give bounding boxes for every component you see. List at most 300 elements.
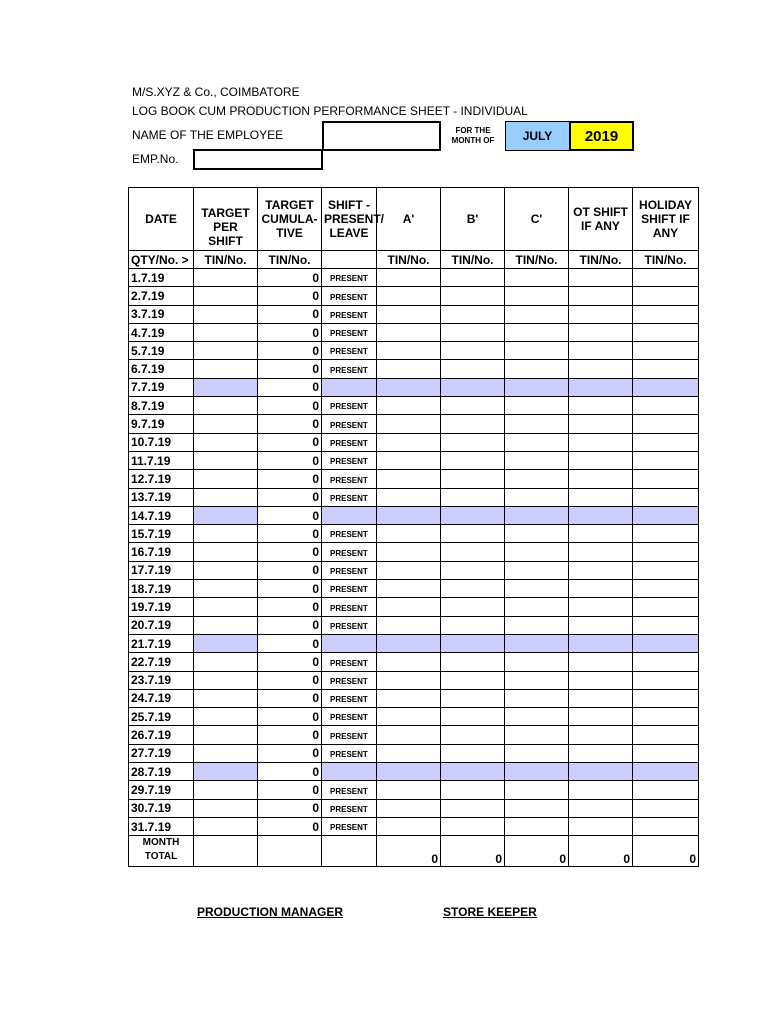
shift-b-cell[interactable]: [441, 744, 505, 762]
shift-b-cell[interactable]: [441, 763, 505, 781]
ot-shift-cell[interactable]: [569, 451, 633, 469]
target-per-shift-cell[interactable]: [194, 653, 258, 671]
shift-a-cell[interactable]: [377, 653, 441, 671]
shift-c-cell[interactable]: [505, 781, 569, 799]
shift-c-cell[interactable]: [505, 726, 569, 744]
shift-c-cell[interactable]: [505, 470, 569, 488]
target-per-shift-cell[interactable]: [194, 634, 258, 652]
target-cumulative-cell: 0: [258, 689, 322, 707]
date-cell: 12.7.19: [129, 470, 194, 488]
company-name: M/S.XYZ & Co., COIMBATORE: [132, 85, 300, 99]
holiday-shift-cell[interactable]: [633, 561, 699, 579]
shift-a-cell[interactable]: [377, 323, 441, 341]
date-cell: 14.7.19: [129, 506, 194, 524]
shift-status-cell: PRESENT: [322, 817, 377, 835]
table-row: [129, 781, 699, 799]
shift-c-cell[interactable]: [505, 525, 569, 543]
shift-c-cell[interactable]: [505, 287, 569, 305]
shift-status-cell: PRESENT: [322, 799, 377, 817]
table-row: [129, 708, 699, 726]
target-cumulative-cell: 0: [258, 616, 322, 634]
target-per-shift-cell[interactable]: [194, 470, 258, 488]
month-field[interactable]: JULY: [505, 121, 570, 151]
shift-status-cell: PRESENT: [322, 671, 377, 689]
shift-b-cell[interactable]: [441, 287, 505, 305]
date-cell: 13.7.19: [129, 488, 194, 506]
target-cumulative-cell: 0: [258, 817, 322, 835]
shift-b-cell[interactable]: [441, 397, 505, 415]
target-per-shift-cell[interactable]: [194, 415, 258, 433]
shift-c-cell[interactable]: [505, 598, 569, 616]
shift-a-cell[interactable]: [377, 708, 441, 726]
holiday-shift-cell[interactable]: [633, 580, 699, 598]
target-per-shift-cell[interactable]: [194, 671, 258, 689]
target-per-shift-cell[interactable]: [194, 598, 258, 616]
shift-a-cell[interactable]: [377, 598, 441, 616]
header-ot-shift: OT SHIFT IF ANY: [569, 188, 633, 251]
units-a: TIN/No.: [377, 251, 441, 269]
shift-status-cell: PRESENT: [322, 543, 377, 561]
ot-shift-cell[interactable]: [569, 634, 633, 652]
for-month-label: FOR THE MONTH OF: [451, 126, 495, 145]
ot-shift-cell[interactable]: [569, 342, 633, 360]
shift-a-cell[interactable]: [377, 671, 441, 689]
date-cell: 1.7.19: [129, 269, 194, 287]
date-cell: 15.7.19: [129, 525, 194, 543]
ot-shift-cell[interactable]: [569, 525, 633, 543]
holiday-shift-cell[interactable]: [633, 342, 699, 360]
shift-c-cell[interactable]: [505, 744, 569, 762]
shift-a-cell[interactable]: [377, 415, 441, 433]
shift-c-cell[interactable]: [505, 451, 569, 469]
ot-shift-cell[interactable]: [569, 397, 633, 415]
shift-c-cell[interactable]: [505, 506, 569, 524]
units-row: [129, 251, 699, 269]
target-cumulative-cell: 0: [258, 726, 322, 744]
shift-b-cell[interactable]: [441, 433, 505, 451]
target-per-shift-cell[interactable]: [194, 817, 258, 835]
target-per-shift-cell[interactable]: [194, 323, 258, 341]
shift-b-cell[interactable]: [441, 634, 505, 652]
ot-shift-cell[interactable]: [569, 269, 633, 287]
shift-b-cell[interactable]: [441, 543, 505, 561]
target-cumulative-cell: 0: [258, 708, 322, 726]
shift-a-cell[interactable]: [377, 360, 441, 378]
year-field[interactable]: 2019: [569, 121, 634, 151]
target-cumulative-cell: 0: [258, 342, 322, 360]
shift-a-cell[interactable]: [377, 287, 441, 305]
shift-b-cell[interactable]: [441, 708, 505, 726]
target-per-shift-cell[interactable]: [194, 397, 258, 415]
shift-a-cell[interactable]: [377, 689, 441, 707]
table-row: [129, 817, 699, 835]
store-keeper-signature: STORE KEEPER: [443, 905, 537, 919]
target-per-shift-cell[interactable]: [194, 433, 258, 451]
total-holiday: 0: [633, 836, 699, 867]
shift-b-cell[interactable]: [441, 616, 505, 634]
target-cumulative-cell: 0: [258, 287, 322, 305]
shift-status-cell: PRESENT: [322, 580, 377, 598]
ot-shift-cell[interactable]: [569, 287, 633, 305]
target-per-shift-cell[interactable]: [194, 378, 258, 396]
target-per-shift-cell[interactable]: [194, 543, 258, 561]
shift-c-cell[interactable]: [505, 378, 569, 396]
date-cell: 16.7.19: [129, 543, 194, 561]
ot-shift-cell[interactable]: [569, 708, 633, 726]
date-cell: 23.7.19: [129, 671, 194, 689]
date-cell: 7.7.19: [129, 378, 194, 396]
shift-b-cell[interactable]: [441, 451, 505, 469]
shift-a-cell[interactable]: [377, 543, 441, 561]
shift-b-cell[interactable]: [441, 726, 505, 744]
target-per-shift-cell[interactable]: [194, 616, 258, 634]
table-row: [129, 305, 699, 323]
holiday-shift-cell[interactable]: [633, 817, 699, 835]
shift-a-cell[interactable]: [377, 634, 441, 652]
target-per-shift-cell[interactable]: [194, 269, 258, 287]
target-per-shift-cell[interactable]: [194, 763, 258, 781]
shift-c-cell[interactable]: [505, 305, 569, 323]
shift-c-cell[interactable]: [505, 671, 569, 689]
table-row: [129, 744, 699, 762]
holiday-shift-cell[interactable]: [633, 506, 699, 524]
shift-b-cell[interactable]: [441, 415, 505, 433]
holiday-shift-cell[interactable]: [633, 634, 699, 652]
shift-a-cell[interactable]: [377, 726, 441, 744]
shift-b-cell[interactable]: [441, 653, 505, 671]
date-cell: 6.7.19: [129, 360, 194, 378]
holiday-shift-cell[interactable]: [633, 708, 699, 726]
table-row: [129, 580, 699, 598]
target-per-shift-cell[interactable]: [194, 561, 258, 579]
units-target: TIN/No.: [194, 251, 258, 269]
table-row: [129, 561, 699, 579]
holiday-shift-cell[interactable]: [633, 671, 699, 689]
total-cumulative-cell[interactable]: [258, 836, 322, 867]
date-cell: 24.7.19: [129, 689, 194, 707]
shift-status-cell: PRESENT: [322, 470, 377, 488]
ot-shift-cell[interactable]: [569, 598, 633, 616]
shift-a-cell[interactable]: [377, 580, 441, 598]
holiday-shift-cell[interactable]: [633, 323, 699, 341]
shift-c-cell[interactable]: [505, 360, 569, 378]
shift-a-cell[interactable]: [377, 763, 441, 781]
shift-status-cell: [322, 378, 377, 396]
ot-shift-cell[interactable]: [569, 488, 633, 506]
shift-a-cell[interactable]: [377, 433, 441, 451]
ot-shift-cell[interactable]: [569, 561, 633, 579]
ot-shift-cell[interactable]: [569, 763, 633, 781]
shift-b-cell[interactable]: [441, 799, 505, 817]
holiday-shift-cell[interactable]: [633, 799, 699, 817]
shift-c-cell[interactable]: [505, 323, 569, 341]
shift-status-cell: PRESENT: [322, 689, 377, 707]
table-row: [129, 726, 699, 744]
target-per-shift-cell[interactable]: [194, 305, 258, 323]
shift-b-cell[interactable]: [441, 580, 505, 598]
target-per-shift-cell[interactable]: [194, 744, 258, 762]
shift-b-cell[interactable]: [441, 360, 505, 378]
employee-label: NAME OF THE EMPLOYEE: [132, 128, 284, 142]
employee-name-field[interactable]: [322, 121, 441, 151]
ot-shift-cell[interactable]: [569, 360, 633, 378]
ot-shift-cell[interactable]: [569, 817, 633, 835]
shift-c-cell[interactable]: [505, 580, 569, 598]
target-per-shift-cell[interactable]: [194, 525, 258, 543]
target-per-shift-cell[interactable]: [194, 451, 258, 469]
units-c: TIN/No.: [505, 251, 569, 269]
shift-b-cell[interactable]: [441, 269, 505, 287]
target-cumulative-cell: 0: [258, 397, 322, 415]
table-row: [129, 323, 699, 341]
target-cumulative-cell: 0: [258, 525, 322, 543]
shift-c-cell[interactable]: [505, 817, 569, 835]
shift-a-cell[interactable]: [377, 269, 441, 287]
shift-c-cell[interactable]: [505, 342, 569, 360]
shift-c-cell[interactable]: [505, 616, 569, 634]
holiday-shift-cell[interactable]: [633, 287, 699, 305]
target-per-shift-cell[interactable]: [194, 799, 258, 817]
date-cell: 19.7.19: [129, 598, 194, 616]
shift-status-cell: [322, 763, 377, 781]
shift-status-cell: PRESENT: [322, 598, 377, 616]
holiday-shift-cell[interactable]: [633, 305, 699, 323]
shift-b-cell[interactable]: [441, 342, 505, 360]
ot-shift-cell[interactable]: [569, 433, 633, 451]
target-per-shift-cell[interactable]: [194, 488, 258, 506]
shift-c-cell[interactable]: [505, 799, 569, 817]
holiday-shift-cell[interactable]: [633, 415, 699, 433]
total-shift-cell[interactable]: [322, 836, 377, 867]
holiday-shift-cell[interactable]: [633, 525, 699, 543]
holiday-shift-cell[interactable]: [633, 488, 699, 506]
shift-b-cell[interactable]: [441, 689, 505, 707]
table-row: [129, 433, 699, 451]
empno-field[interactable]: [193, 149, 323, 170]
target-cumulative-cell: 0: [258, 305, 322, 323]
header-a: A': [377, 188, 441, 251]
ot-shift-cell[interactable]: [569, 671, 633, 689]
total-ot: 0: [569, 836, 633, 867]
table-row: [129, 799, 699, 817]
shift-c-cell[interactable]: [505, 763, 569, 781]
target-per-shift-cell[interactable]: [194, 287, 258, 305]
target-cumulative-cell: 0: [258, 543, 322, 561]
ot-shift-cell[interactable]: [569, 580, 633, 598]
shift-status-cell: [322, 634, 377, 652]
shift-c-cell[interactable]: [505, 488, 569, 506]
date-cell: 30.7.19: [129, 799, 194, 817]
ot-shift-cell[interactable]: [569, 616, 633, 634]
date-cell: 20.7.19: [129, 616, 194, 634]
holiday-shift-cell[interactable]: [633, 653, 699, 671]
shift-b-cell[interactable]: [441, 506, 505, 524]
table-row: [129, 415, 699, 433]
shift-c-cell[interactable]: [505, 543, 569, 561]
units-cumulative: TIN/No.: [258, 251, 322, 269]
shift-c-cell[interactable]: [505, 708, 569, 726]
date-cell: 10.7.19: [129, 433, 194, 451]
shift-c-cell[interactable]: [505, 653, 569, 671]
shift-c-cell[interactable]: [505, 415, 569, 433]
holiday-shift-cell[interactable]: [633, 763, 699, 781]
shift-status-cell: PRESENT: [322, 342, 377, 360]
date-cell: 5.7.19: [129, 342, 194, 360]
shift-a-cell[interactable]: [377, 817, 441, 835]
table-row: [129, 525, 699, 543]
ot-shift-cell[interactable]: [569, 506, 633, 524]
ot-shift-cell[interactable]: [569, 470, 633, 488]
units-qty: QTY/No. >: [129, 251, 194, 269]
shift-a-cell[interactable]: [377, 616, 441, 634]
table-row: [129, 470, 699, 488]
date-cell: 27.7.19: [129, 744, 194, 762]
shift-a-cell[interactable]: [377, 342, 441, 360]
date-cell: 4.7.19: [129, 323, 194, 341]
shift-b-cell[interactable]: [441, 470, 505, 488]
shift-b-cell[interactable]: [441, 323, 505, 341]
total-row: [129, 836, 699, 867]
shift-c-cell[interactable]: [505, 269, 569, 287]
target-cumulative-cell: 0: [258, 561, 322, 579]
table-row: [129, 543, 699, 561]
shift-b-cell[interactable]: [441, 488, 505, 506]
units-b: TIN/No.: [441, 251, 505, 269]
shift-a-cell[interactable]: [377, 470, 441, 488]
units-ot: TIN/No.: [569, 251, 633, 269]
holiday-shift-cell[interactable]: [633, 744, 699, 762]
holiday-shift-cell[interactable]: [633, 451, 699, 469]
target-per-shift-cell[interactable]: [194, 781, 258, 799]
target-per-shift-cell[interactable]: [194, 580, 258, 598]
shift-b-cell[interactable]: [441, 305, 505, 323]
header-c: C': [505, 188, 569, 251]
holiday-shift-cell[interactable]: [633, 726, 699, 744]
ot-shift-cell[interactable]: [569, 799, 633, 817]
holiday-shift-cell[interactable]: [633, 360, 699, 378]
shift-a-cell[interactable]: [377, 799, 441, 817]
shift-status-cell: [322, 506, 377, 524]
shift-c-cell[interactable]: [505, 561, 569, 579]
target-per-shift-cell[interactable]: [194, 342, 258, 360]
shift-a-cell[interactable]: [377, 744, 441, 762]
table-row: [129, 342, 699, 360]
shift-status-cell: PRESENT: [322, 305, 377, 323]
shift-status-cell: PRESENT: [322, 726, 377, 744]
holiday-shift-cell[interactable]: [633, 689, 699, 707]
ot-shift-cell[interactable]: [569, 305, 633, 323]
table-row: [129, 287, 699, 305]
shift-a-cell[interactable]: [377, 561, 441, 579]
holiday-shift-cell[interactable]: [633, 781, 699, 799]
target-cumulative-cell: 0: [258, 799, 322, 817]
shift-a-cell[interactable]: [377, 781, 441, 799]
shift-a-cell[interactable]: [377, 378, 441, 396]
table-row: [129, 360, 699, 378]
shift-status-cell: PRESENT: [322, 488, 377, 506]
shift-status-cell: PRESENT: [322, 525, 377, 543]
units-shift: [322, 251, 377, 269]
date-cell: 28.7.19: [129, 763, 194, 781]
shift-b-cell[interactable]: [441, 525, 505, 543]
shift-b-cell[interactable]: [441, 378, 505, 396]
target-per-shift-cell[interactable]: [194, 726, 258, 744]
ot-shift-cell[interactable]: [569, 689, 633, 707]
ot-shift-cell[interactable]: [569, 653, 633, 671]
ot-shift-cell[interactable]: [569, 415, 633, 433]
shift-status-cell: PRESENT: [322, 323, 377, 341]
shift-a-cell[interactable]: [377, 397, 441, 415]
ot-shift-cell[interactable]: [569, 726, 633, 744]
date-cell: 11.7.19: [129, 451, 194, 469]
target-cumulative-cell: 0: [258, 451, 322, 469]
target-cumulative-cell: 0: [258, 488, 322, 506]
shift-b-cell[interactable]: [441, 671, 505, 689]
holiday-shift-cell[interactable]: [633, 616, 699, 634]
ot-shift-cell[interactable]: [569, 781, 633, 799]
date-cell: 18.7.19: [129, 580, 194, 598]
shift-status-cell: PRESENT: [322, 451, 377, 469]
holiday-shift-cell[interactable]: [633, 397, 699, 415]
holiday-shift-cell[interactable]: [633, 378, 699, 396]
target-per-shift-cell[interactable]: [194, 360, 258, 378]
total-b: 0: [441, 836, 505, 867]
ot-shift-cell[interactable]: [569, 744, 633, 762]
shift-c-cell[interactable]: [505, 689, 569, 707]
holiday-shift-cell[interactable]: [633, 269, 699, 287]
shift-b-cell[interactable]: [441, 561, 505, 579]
shift-c-cell[interactable]: [505, 433, 569, 451]
shift-a-cell[interactable]: [377, 305, 441, 323]
header-date: DATE: [129, 188, 194, 251]
ot-shift-cell[interactable]: [569, 543, 633, 561]
shift-a-cell[interactable]: [377, 451, 441, 469]
target-cumulative-cell: 0: [258, 598, 322, 616]
ot-shift-cell[interactable]: [569, 378, 633, 396]
target-per-shift-cell[interactable]: [194, 689, 258, 707]
date-cell: 25.7.19: [129, 708, 194, 726]
shift-a-cell[interactable]: [377, 488, 441, 506]
shift-a-cell[interactable]: [377, 506, 441, 524]
total-c: 0: [505, 836, 569, 867]
log-table: [128, 187, 699, 867]
holiday-shift-cell[interactable]: [633, 470, 699, 488]
ot-shift-cell[interactable]: [569, 323, 633, 341]
holiday-shift-cell[interactable]: [633, 543, 699, 561]
table-row: [129, 269, 699, 287]
total-label: MONTH TOTAL: [129, 836, 194, 867]
shift-b-cell[interactable]: [441, 781, 505, 799]
table-row: [129, 598, 699, 616]
shift-a-cell[interactable]: [377, 525, 441, 543]
holiday-shift-cell[interactable]: [633, 598, 699, 616]
shift-b-cell[interactable]: [441, 598, 505, 616]
target-per-shift-cell[interactable]: [194, 708, 258, 726]
shift-b-cell[interactable]: [441, 817, 505, 835]
production-manager-signature: PRODUCTION MANAGER: [197, 905, 343, 919]
date-cell: 26.7.19: [129, 726, 194, 744]
target-per-shift-cell[interactable]: [194, 506, 258, 524]
total-target-cell[interactable]: [194, 836, 258, 867]
shift-status-cell: PRESENT: [322, 744, 377, 762]
table-row: [129, 397, 699, 415]
holiday-shift-cell[interactable]: [633, 433, 699, 451]
target-cumulative-cell: 0: [258, 634, 322, 652]
target-cumulative-cell: 0: [258, 744, 322, 762]
table-row: [129, 763, 699, 781]
shift-c-cell[interactable]: [505, 397, 569, 415]
shift-c-cell[interactable]: [505, 634, 569, 652]
